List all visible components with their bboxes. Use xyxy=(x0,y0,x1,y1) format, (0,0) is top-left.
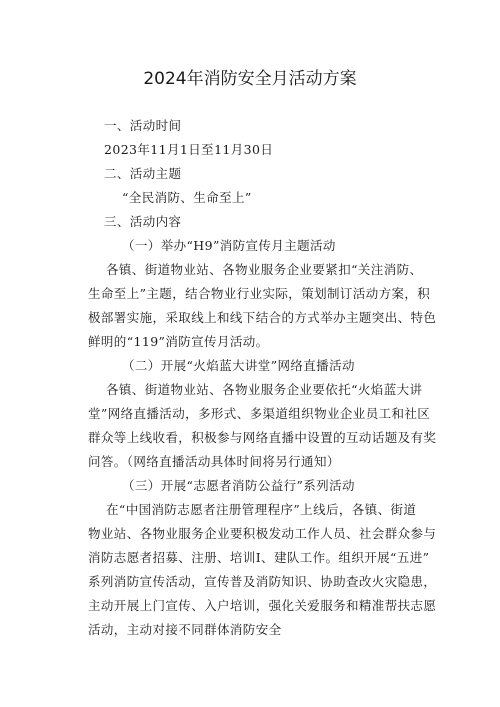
paragraph-3-line-6: 活动，主动对接不同群体消防安全 xyxy=(88,622,282,637)
paragraph-3-line-5: 主动开展上门宣传、入户培训，强化关爱服务和精准帮扶志愿 xyxy=(88,598,437,613)
paragraph-3-line-3: 消防志愿者招募、注册、培训I、建队工作。组织开展“五进” xyxy=(88,550,430,565)
section-heading-time: 一、活动时间 xyxy=(104,118,182,133)
section-heading-theme: 二、活动主题 xyxy=(104,166,182,181)
section-heading-content: 三、活动内容 xyxy=(104,214,182,229)
paragraph-2-line-1: 各镇、街道物业站、各物业服务企业要依托“火焰蓝大讲 xyxy=(106,382,423,397)
paragraph-1-line-4: 鲜明的“119”消防宣传月活动。 xyxy=(88,334,269,349)
event-date: 2023年11月1日至11月30日 xyxy=(104,142,274,157)
subsection-heading-1: （一）举办“H9”消防宣传月主题活动 xyxy=(122,238,336,253)
subsection-heading-2: （二）开展“火焰蓝大讲堂”网络直播活动 xyxy=(122,358,355,373)
paragraph-1-line-2: 生命至上”主题，结合物业行业实际，策划制订活动方案，积 xyxy=(88,286,431,301)
paragraph-3-line-1: 在“中国消防志愿者注册管理程序”上线后，各镇、街道 xyxy=(106,502,417,517)
paragraph-3-line-4: 系列消防宣传活动，宣传普及消防知识、协助查改火灾隐患， xyxy=(88,574,437,589)
event-theme: “全民消防、生命至上” xyxy=(122,190,252,205)
document-title: 2024年消防安全月活动方案 xyxy=(143,69,357,89)
subsection-heading-3: （三）开展“志愿者消防公益行”系列活动 xyxy=(122,478,355,493)
paragraph-1-line-3: 极部署实施，采取线上和线下结合的方式举办主题突出、特色 xyxy=(88,310,437,325)
paragraph-2-line-2: 堂”网络直播活动，多形式、多渠道组织物业企业员工和社区 xyxy=(88,406,431,421)
paragraph-2-line-3: 群众等上线收看，积极参与网络直播中设置的互动话题及有奖 xyxy=(88,430,437,445)
paragraph-2-line-4: 问答。（网络直播活动具体时间将另行通知） xyxy=(88,454,340,469)
paragraph-1-line-1: 各镇、街道物业站、各物业服务企业要紧扣“关注消防、 xyxy=(106,262,423,277)
paragraph-3-line-2: 物业站、各物业服务企业要积极发动工作人员、社会群众参与 xyxy=(88,526,437,541)
